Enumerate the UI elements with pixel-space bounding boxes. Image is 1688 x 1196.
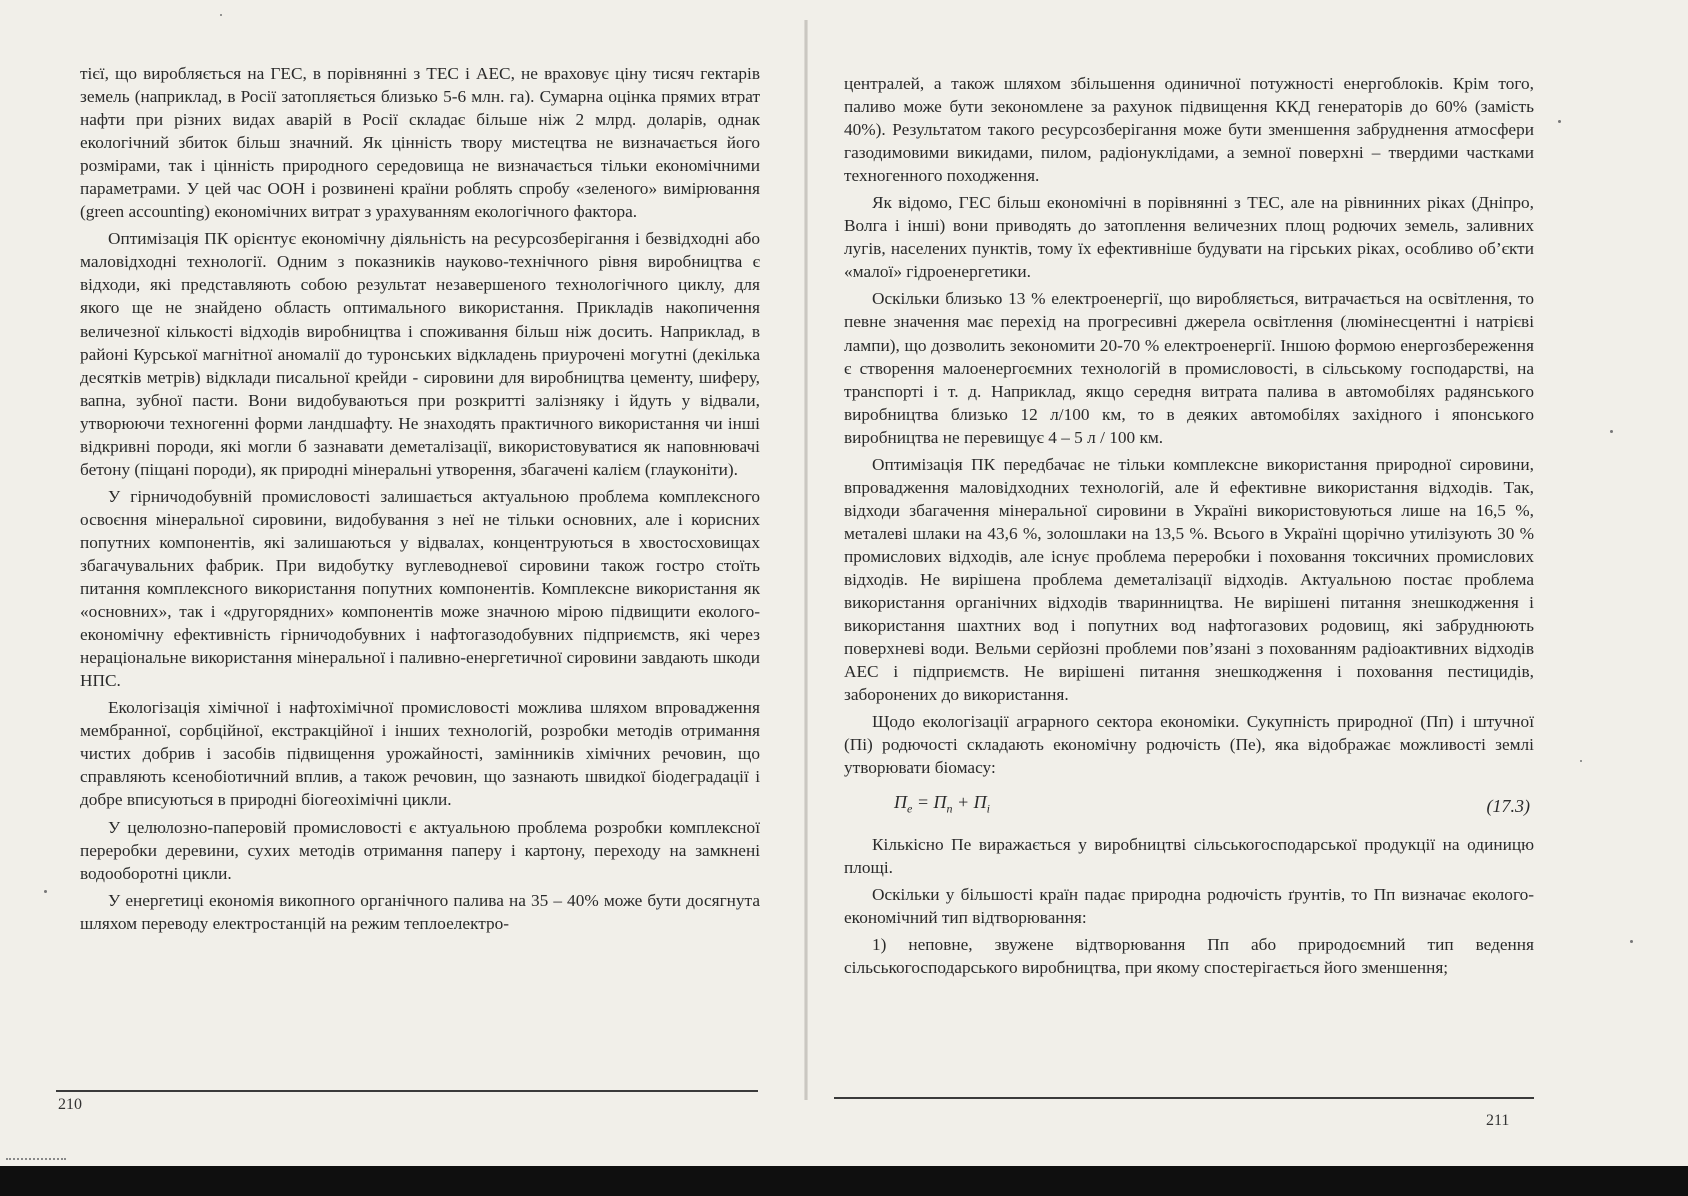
scan-speck	[44, 890, 47, 893]
paragraph: Оптимізація ПК передбачає не тільки комплексне використання природної сировини, впровадження маловідходних технологій, але й ефективне використання відходів. Так, відходи збагачення мінеральної сировини в Україні використовуються лише на 16,5 %, металеві шлаки на 43,6 %, золошлаки на 13,5 %. Всього в Україні щорічно утилізують 30 % промислових відходів, але існує проблема переробки і поховання токсичних промислових відходів. Не вирішена проблема деметалізації відходів. Актуальною постає проблема використання органічних відходів тваринництва. Не вирішені питання знешкодження і використання шахтних вод і попутних вод нафтогазових родовищ, які забруднюють поверхневі води. Вельми серйозні проблеми пов’язані з похованням радіоактивних відходів АЕС і підприємств. Не вирішені питання знешкодження і поховання пестицидів, заборонених до використання.	[844, 454, 1534, 705]
formula-subscript: і	[986, 802, 990, 816]
formula-symbol: П	[933, 792, 947, 813]
paragraph: Оскільки близько 13 % електроенергії, що виробляється, витрачається на освітлення, то певне значення має перехід на прогресивні джерела освітлення (люмінесцентні і натрієві лампи), що дозволить зекономити 20-70 % електроенергії. Іншою формою енергозбереження є створення малоенергоємних технологій в промисловості, в сільському господарстві, на транспорті і т. д. Наприклад, якщо середня витрата палива в автомобілях радянського виробництва близько 12 л/100 км, то в деяких автомобілях західного і японського виробництва не перевищує 4 – 5 л / 100 км.	[844, 289, 1534, 447]
page-number-left: 210	[58, 1096, 82, 1113]
paragraph: Кількісно Пе виражається у виробництві сільськогосподарської продукції на одиницю площі.	[844, 835, 1534, 878]
right-text-column	[844, 72, 1534, 983]
paragraph: У енергетиці економія викопного органічного палива на 35 – 40% може бути досягнута шляхом переводу електростанцій на режим теплоелектро-	[80, 890, 760, 933]
formula-expression	[894, 791, 990, 821]
paragraph: тієї, що виробляється на ГЕС, в порівнянні з ТЕС і АЕС, не враховує ціну тисяч гектарів земель (наприклад, в Росії затопляється близько 5-6 млн. га). Сумарна оцінка прямих втрат нафти при різних видах аварій в Росії складає більше ніж 2 млрд. доларів, однак екологічний збиток більш значний. Як цінність твору мистецтва не визначається його розмірами, так і цінність природного середовища не визначається тільки економічними параметрами. У цей час ООН і розвинені країни роблять спробу «зеленого» вимірювання (green accounting) економічних витрат з урахуванням екологічного фактора.	[80, 64, 760, 222]
scan-speck	[1610, 430, 1613, 433]
formula-number: (17.3)	[1486, 795, 1530, 816]
formula-operator: +	[952, 792, 974, 813]
formula-subscript: е	[907, 802, 913, 816]
scan-speck	[220, 14, 222, 16]
scan-speck	[1580, 760, 1582, 762]
formula-symbol: П	[973, 792, 987, 813]
formula-operator: =	[912, 792, 934, 813]
paragraph: Оскільки у більшості країн падає природна родючість ґрунтів, то Пп визначає еколого-економічний тип відтворювання:	[844, 885, 1534, 928]
right-page	[812, 0, 1688, 1160]
paragraph: централей, а також шляхом збільшення одиничної потужності енергоблоків. Крім того, паливо може бути зекономлене за рахунок підвищення ККД генераторів до 60% (замість 40%). Результатом такого ресурсозберігання може бути зменшення забруднення атмосфери газодимовими викидами, пилом, радіонуклідами, а земної поверхні – твердими частками техногенного походження.	[844, 74, 1534, 186]
paragraph: Як відомо, ГЕС більш економічні в порівнянні з ТЕС, але на рівнинних ріках (Дніпро, Волга і інші) вони приводять до затоплення величезних площ родючих земель, заливних лугів, населених пунктів, тому їх ефективніше будувати на гірських ріках, особливо об’єкти «малої» гідроенергетики.	[844, 193, 1534, 282]
paragraph: У целюлозно-паперовій промисловості є актуальною проблема розробки комплексної переробки деревини, сухих методів отримання паперу і картону, переходу на замкнені водооборотні цикли.	[80, 817, 760, 883]
formula-17-3	[844, 791, 1534, 821]
paragraph: У гірничодобувній промисловості залишається актуальною проблема комплексного освоєння мінеральної сировини, видобування з неї не тільки основних, але і корисних попутних компонентів, які залишаються у відвалах, концентруються в хвостосховищах збагачувальних фабрик. При видобутку вуглеводневої сировини також гостро стоїть питання комплексного використання попутних компонентів. Комплексне використання як «основних», так і «другорядних» компонентів може значною мірою підвищити еколого-економічну ефективність гірничодобувних і нафтогазодобувних підприємств, які через нераціональне використання мінеральної і паливно-енергетичної сировини завдають шкоди НПС.	[80, 486, 760, 691]
paragraph: Щодо екологізації аграрного сектора економіки. Сукупність природної (Пп) і штучної (Пі) родючості складають економічну родючість (Пе), яка відображає можливості землі утворювати біомасу:	[844, 712, 1534, 778]
scan-artifact-line	[6, 1158, 66, 1160]
scan-bottom-edge	[0, 1166, 1688, 1196]
formula-subscript: п	[946, 802, 953, 816]
paragraph: Екологізація хімічної і нафтохімічної промисловості можлива шляхом впровадження мембранної, сорбційної, екстракційної і інших технологій, розробки методів отримання чистих добрив і засобів підвищення урожайності, замінників хімічних речовин, що справляють ксенобіотичний вплив, а також речовин, що зазнають швидкої біодеградації і добре вписуються в природні біогеохімічні цикли.	[80, 698, 760, 810]
formula-symbol: П	[894, 792, 907, 813]
left-text-column	[80, 62, 760, 939]
book-gutter	[804, 20, 808, 1100]
scan-speck	[1558, 120, 1561, 123]
scan-speck	[1630, 940, 1633, 943]
page-number-right: 211	[1486, 1112, 1510, 1129]
paragraph: Оптимізація ПК орієнтує економічну діяльність на ресурсозберігання і безвідходні або маловідходні технології. Одним з показників науково-технічного рівня виробництва є відходи, які представляють собою результат незавершеного технологічного циклу, для якого ще не знайдено область оптимального використання. Прикладів накопичення величезної кількості відходів виробництва і споживання більш ніж досить. Наприклад, в районі Курської магнітної аномалії до туронських відкладень приурочені могутні (декілька десятків метрів) відклади писальної крейди - сировини для виробництва цементу, шиферу, вапна, зубної пасти. Вони видобуваються при розкритті залізняку і йдуть у відвали, утворюючи техногенні форми ландшафту. Не знаходять практичного використання чи інші відкривні породи, які могли б зазнавати деметалізації, використовуватися як наповнювачі бетону (піщані породи), як природні мінеральні утворення, збагачені калієм (глауконіти).	[80, 229, 760, 479]
paragraph: 1) неповне, звужене відтворювання Пп або природоємний тип ведення сільськогосподарського виробництва, при якому спостерігається його зменшення;	[844, 935, 1534, 978]
footer-rule	[56, 1090, 758, 1092]
left-page	[0, 0, 812, 1160]
footer-rule	[834, 1097, 1534, 1099]
